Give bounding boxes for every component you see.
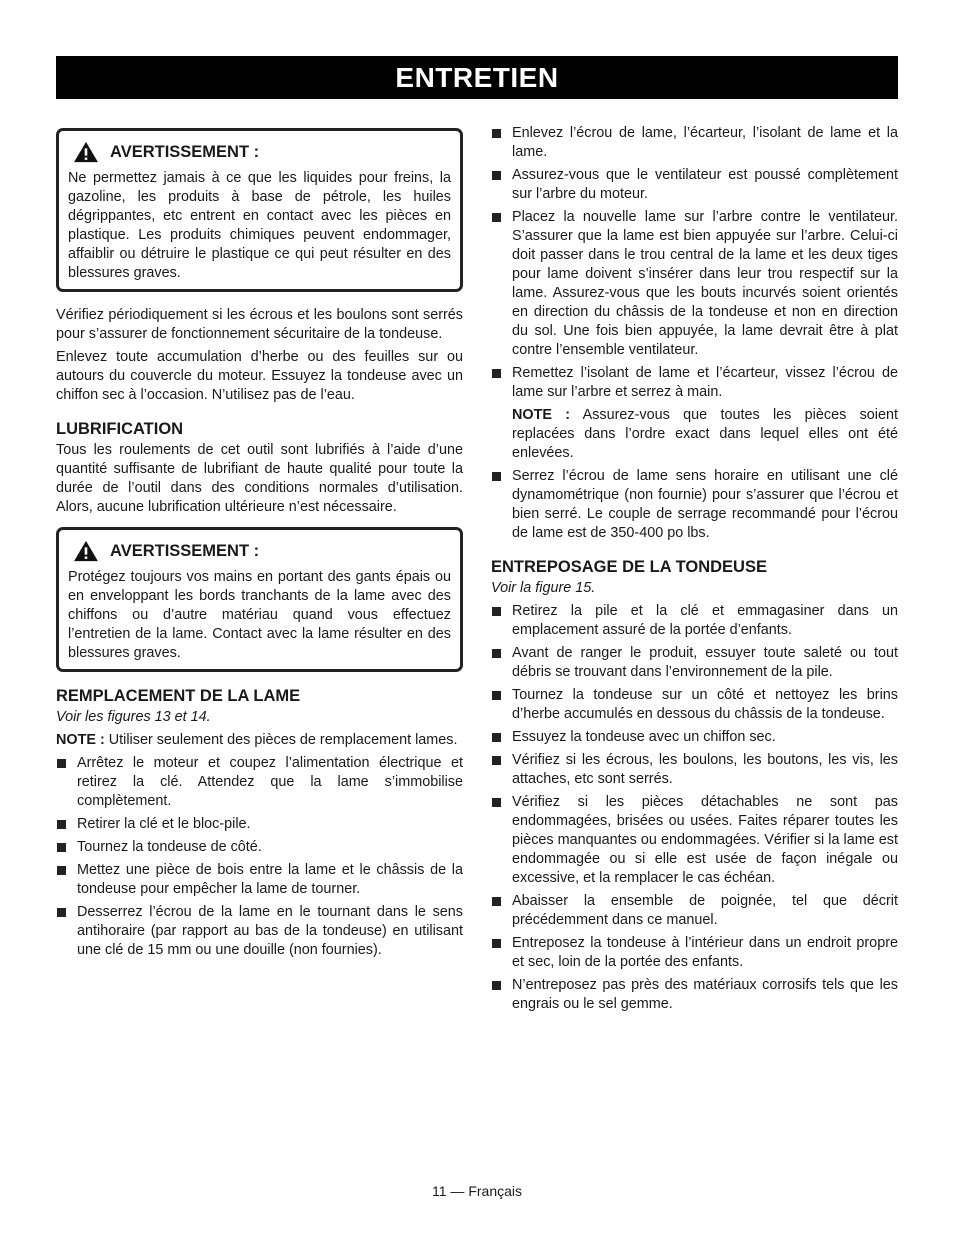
warning-text: Ne permettez jamais à ce que les liquides pour freins, la gazoline, les produits à base de pétrole, les huiles dégrippantes, etc entrent en contact avec les pièces en plastique. Les produits chimiques peuvent endommager, affaiblir ou détruire le plastique ce qui peut résulter en des blessures graves. — [68, 170, 451, 281]
warning-header — [68, 141, 451, 163]
warning-box — [56, 527, 463, 672]
note-label: NOTE : — [56, 732, 105, 748]
paragraph: Enlevez toute accumulation d’herbe ou des feuilles sur ou autours du couvercle du moteur. Essuyez la tondeuse avec un chiffon sec à l’occasion. N’utilisez pas de l’eau. — [56, 349, 463, 403]
bullet-list — [491, 602, 898, 1014]
list-item: Assurez-vous que le ventilateur est poussé complètement sur l’arbre du moteur. — [491, 166, 898, 204]
figure-reference: Voir la figure 15. — [491, 580, 596, 596]
warning-triangle-icon — [72, 141, 100, 163]
list-item: Retirer la clé et le bloc-pile. — [56, 815, 463, 834]
list-item: Retirez la pile et la clé et emmagasiner dans un emplacement assuré de la portée d’enfants. — [491, 602, 898, 640]
warning-box — [56, 128, 463, 292]
right-column — [491, 124, 898, 1018]
note-label: NOTE : — [512, 407, 571, 423]
section-heading-lubrication: LUBRIFICATION — [56, 420, 184, 438]
note — [56, 731, 463, 750]
section-heading-storage: ENTREPOSAGE DE LA TONDEUSE — [491, 558, 767, 576]
list-item: Remettez l’isolant de lame et l’écarteur, vissez l’écrou de lame sur l’arbre et serrez à main. — [491, 364, 898, 402]
list-item: Mettez une pièce de bois entre la lame et le châssis de la tondeuse pour empêcher la lame de tourner. — [56, 861, 463, 899]
warning-title: AVERTISSEMENT : — [110, 541, 260, 560]
note-text: Utiliser seulement des pièces de remplacement lames. — [104, 732, 458, 748]
list-item: Arrêtez le moteur et coupez l’alimentation électrique et retirez la clé. Attendez que la lame s’immobilise complètement. — [56, 754, 463, 811]
list-item: Enlevez l’écrou de lame, l’écarteur, l’isolant de lame et la lame. — [491, 124, 898, 162]
page-footer: 11 — Français — [432, 1183, 522, 1199]
note — [491, 406, 898, 463]
warning-title: AVERTISSEMENT : — [110, 142, 260, 161]
figure-reference: Voir les figures 13 et 14. — [56, 709, 211, 725]
list-item: Vérifiez si les pièces détachables ne sont pas endommagées, brisées ou usées. Faites réparer toutes les pièces manquantes ou endommagées. Vérifier si la lame est endommagée ou si elle est usée de façon inégale ou excessive, et la remplacer le cas échéan. — [491, 793, 898, 888]
note-text: Assurez-vous que toutes les pièces soient replacées dans l’ordre exact dans lequel elles ont été enlevées. — [512, 407, 898, 461]
bullet-list — [56, 754, 463, 960]
paragraph: Vérifiez périodiquement si les écrous et les boulons sont serrés pour s’assurer de fonctionnement sécuritaire de la tondeuse. — [56, 307, 463, 342]
list-item: Desserrez l’écrou de la lame en le tournant dans le sens antihoraire (par rapport au bas de la tondeuse) en utilisant une clé de 15 mm ou une douille (non fournies). — [56, 903, 463, 960]
warning-header — [68, 540, 451, 562]
section-banner: ENTRETIEN — [56, 56, 898, 99]
list-item: Tournez la tondeuse de côté. — [56, 838, 463, 857]
list-item: Serrez l’écrou de lame sens horaire en utilisant une clé dynamométrique (non fournie) pour s’assurer que l’écrou et bien serré. Le couple de serrage recommandé pour l’écrou de lame est de 350-400 po lbs. — [491, 467, 898, 543]
list-item: N’entreposez pas près des matériaux corrosifs tels que les engrais ou le sel gemme. — [491, 976, 898, 1014]
warning-text: Protégez toujours vos mains en portant des gants épais ou en enveloppant les bords tranchants de la lame avec des chiffons ou d’autre matériau quand vous effectuez l’entretien de la lame. Contact avec la lame résulter en des blessures graves. — [68, 569, 451, 661]
bullet-list — [491, 467, 898, 543]
list-item: Vérifiez si les écrous, les boulons, les boutons, les vis, les attaches, etc sont serrés. — [491, 751, 898, 789]
list-item: Essuyez la tondeuse avec un chiffon sec. — [491, 728, 898, 747]
section-heading-blade: REMPLACEMENT DE LA LAME — [56, 687, 301, 705]
list-item: Entreposez la tondeuse à l’intérieur dans un endroit propre et sec, loin de la portée des enfants. — [491, 934, 898, 972]
left-column — [56, 124, 463, 964]
list-item: Avant de ranger le produit, essuyer toute saleté ou tout débris se trouvant dans l’environnement de la pile. — [491, 644, 898, 682]
paragraph: Tous les roulements de cet outil sont lubrifiés à l’aide d’une quantité suffisante de lubrifiant de haute qualité pour toute la durée de l’outil dans des conditions normales d’utilisation. Alors, aucune lubrification ultérieure n’est nécessaire. — [56, 442, 463, 515]
warning-triangle-icon — [72, 540, 100, 562]
bullet-list — [491, 124, 898, 402]
list-item: Abaisser la ensemble de poignée, tel que décrit précédemment dans ce manuel. — [491, 892, 898, 930]
list-item: Placez la nouvelle lame sur l’arbre contre le ventilateur. S’assurer que la lame est bien appuyée sur l’arbre. Celui-ci doit passer dans le trou central de la lame et les deux tiges pour lame doivent s’insérer dans leur trou respectif sur la lame. Assurez-vous que les bouts incurvés soient orientés en direction du châssis de la tondeuse et non en direction du sol. Une fois bien appuyée, la lame devrait être à plat contre l’ensemble ventilateur. — [491, 208, 898, 360]
list-item: Tournez la tondeuse sur un côté et nettoyez les brins d’herbe accumulés en dessous du châssis de la tondeuse. — [491, 686, 898, 724]
